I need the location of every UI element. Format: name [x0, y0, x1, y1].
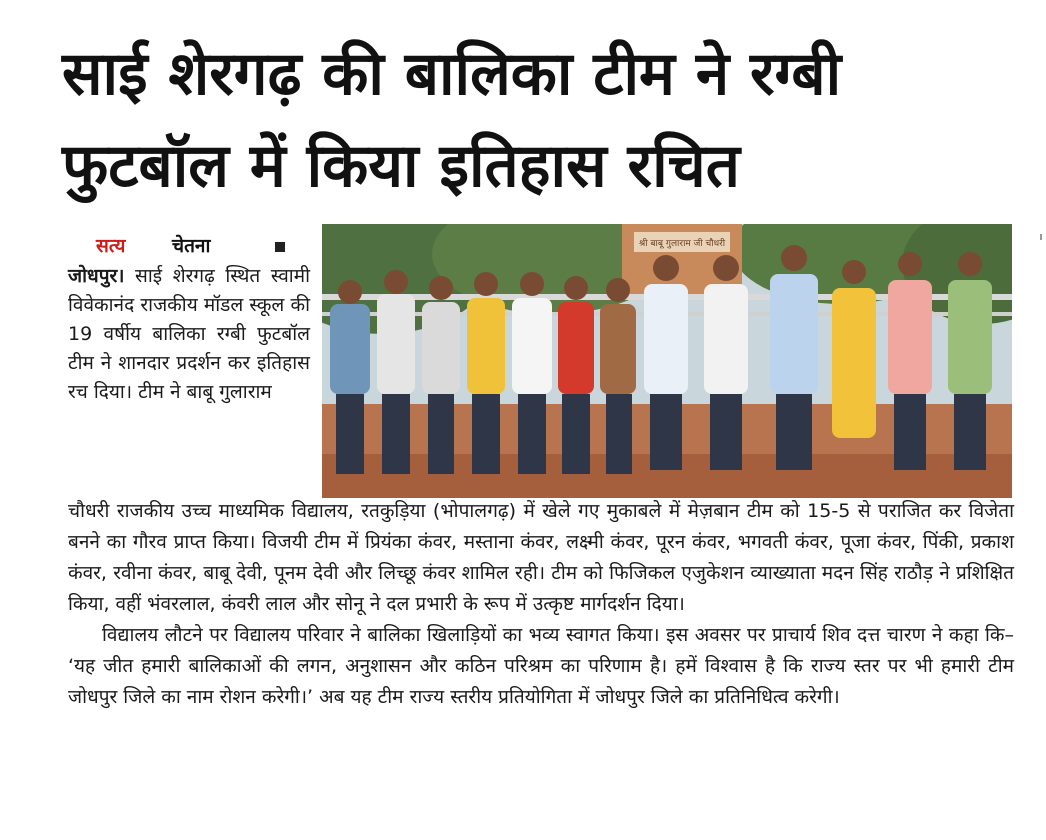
- article-column: [68, 262, 310, 407]
- team-photo-illustration: [322, 224, 1012, 498]
- edge-mark: [1040, 234, 1042, 240]
- paragraph-2: विद्यालय लौटने पर विद्यालय परिवार ने बालिका खिलाड़ियों का भव्य स्वागत किया। इस अवसर पर प्राचार्य शिव दत्त चारण ने कहा कि– ‘यह जीत हमारी बालिकाओं की लगन, अनुशासन और कठिन परिश्रम का परिणाम है। हमें विश्वास है कि राज्य स्तर पर भी हमारी टीम जोधपुर जिले का नाम रोशन करेगी।’ अब यह टीम राज्य स्तरीय प्रतियोगिता में जोधपुर जिले का प्रतिनिधित्व करेगी।: [68, 624, 1014, 708]
- newspaper-name-part-1: सत्य: [96, 235, 126, 257]
- team-photo: [322, 224, 1012, 498]
- article-body: [68, 496, 1014, 713]
- headline: [62, 28, 1022, 212]
- newspaper-name-part-2: चेतना: [172, 235, 211, 257]
- photo-banner-text: श्री बाबू गुलाराम जी चौधरी: [638, 239, 726, 249]
- headline-line-1: साई शेरगढ़ की बालिका टीम ने रग्बी: [62, 39, 842, 109]
- column-text: साई शेरगढ़ स्थित स्वामी विवेकानंद राजकीय मॉडल स्कूल की 19 वर्षीय बालिका रग्बी फुटबॉल टीम ने शानदार प्रदर्शन कर इतिहास रच दिया। टीम ने बाबू गुलाराम: [68, 265, 310, 403]
- paragraph-1-continued: चौधरी राजकीय उच्च माध्यमिक विद्यालय, रतकुड़िया (भोपालगढ़) में खेले गए मुकाबले में मेज़बान टीम को 15-5 से पराजित कर विजेता बनने का गौरव प्राप्त किया। विजयी टीम में प्रियंका कंवर, मस्ताना कंवर, लक्ष्मी कंवर, पूरन कंवर, भगवती कंवर, पूजा कंवर, पिंकी, प्रकाश कंवर, रवीना कंवर, बाबू देवी, पूनम देवी और लिच्छू कंवर शामिल रही। टीम को फिजिकल एजुकेशन व्याख्याता मदन सिंह राठौड़ ने प्रशिक्षित किया, वहीं भंवरलाल, कंवरी लाल और सोनू ने दल प्रभारी के रूप में उत्कृष्ट मार्गदर्शन दिया।: [68, 500, 1014, 615]
- byline: [96, 232, 310, 258]
- square-bullet-icon: [275, 242, 285, 252]
- dateline: जोधपुर।: [68, 265, 125, 287]
- headline-line-2: फुटबॉल में किया इतिहास रचित: [62, 131, 740, 201]
